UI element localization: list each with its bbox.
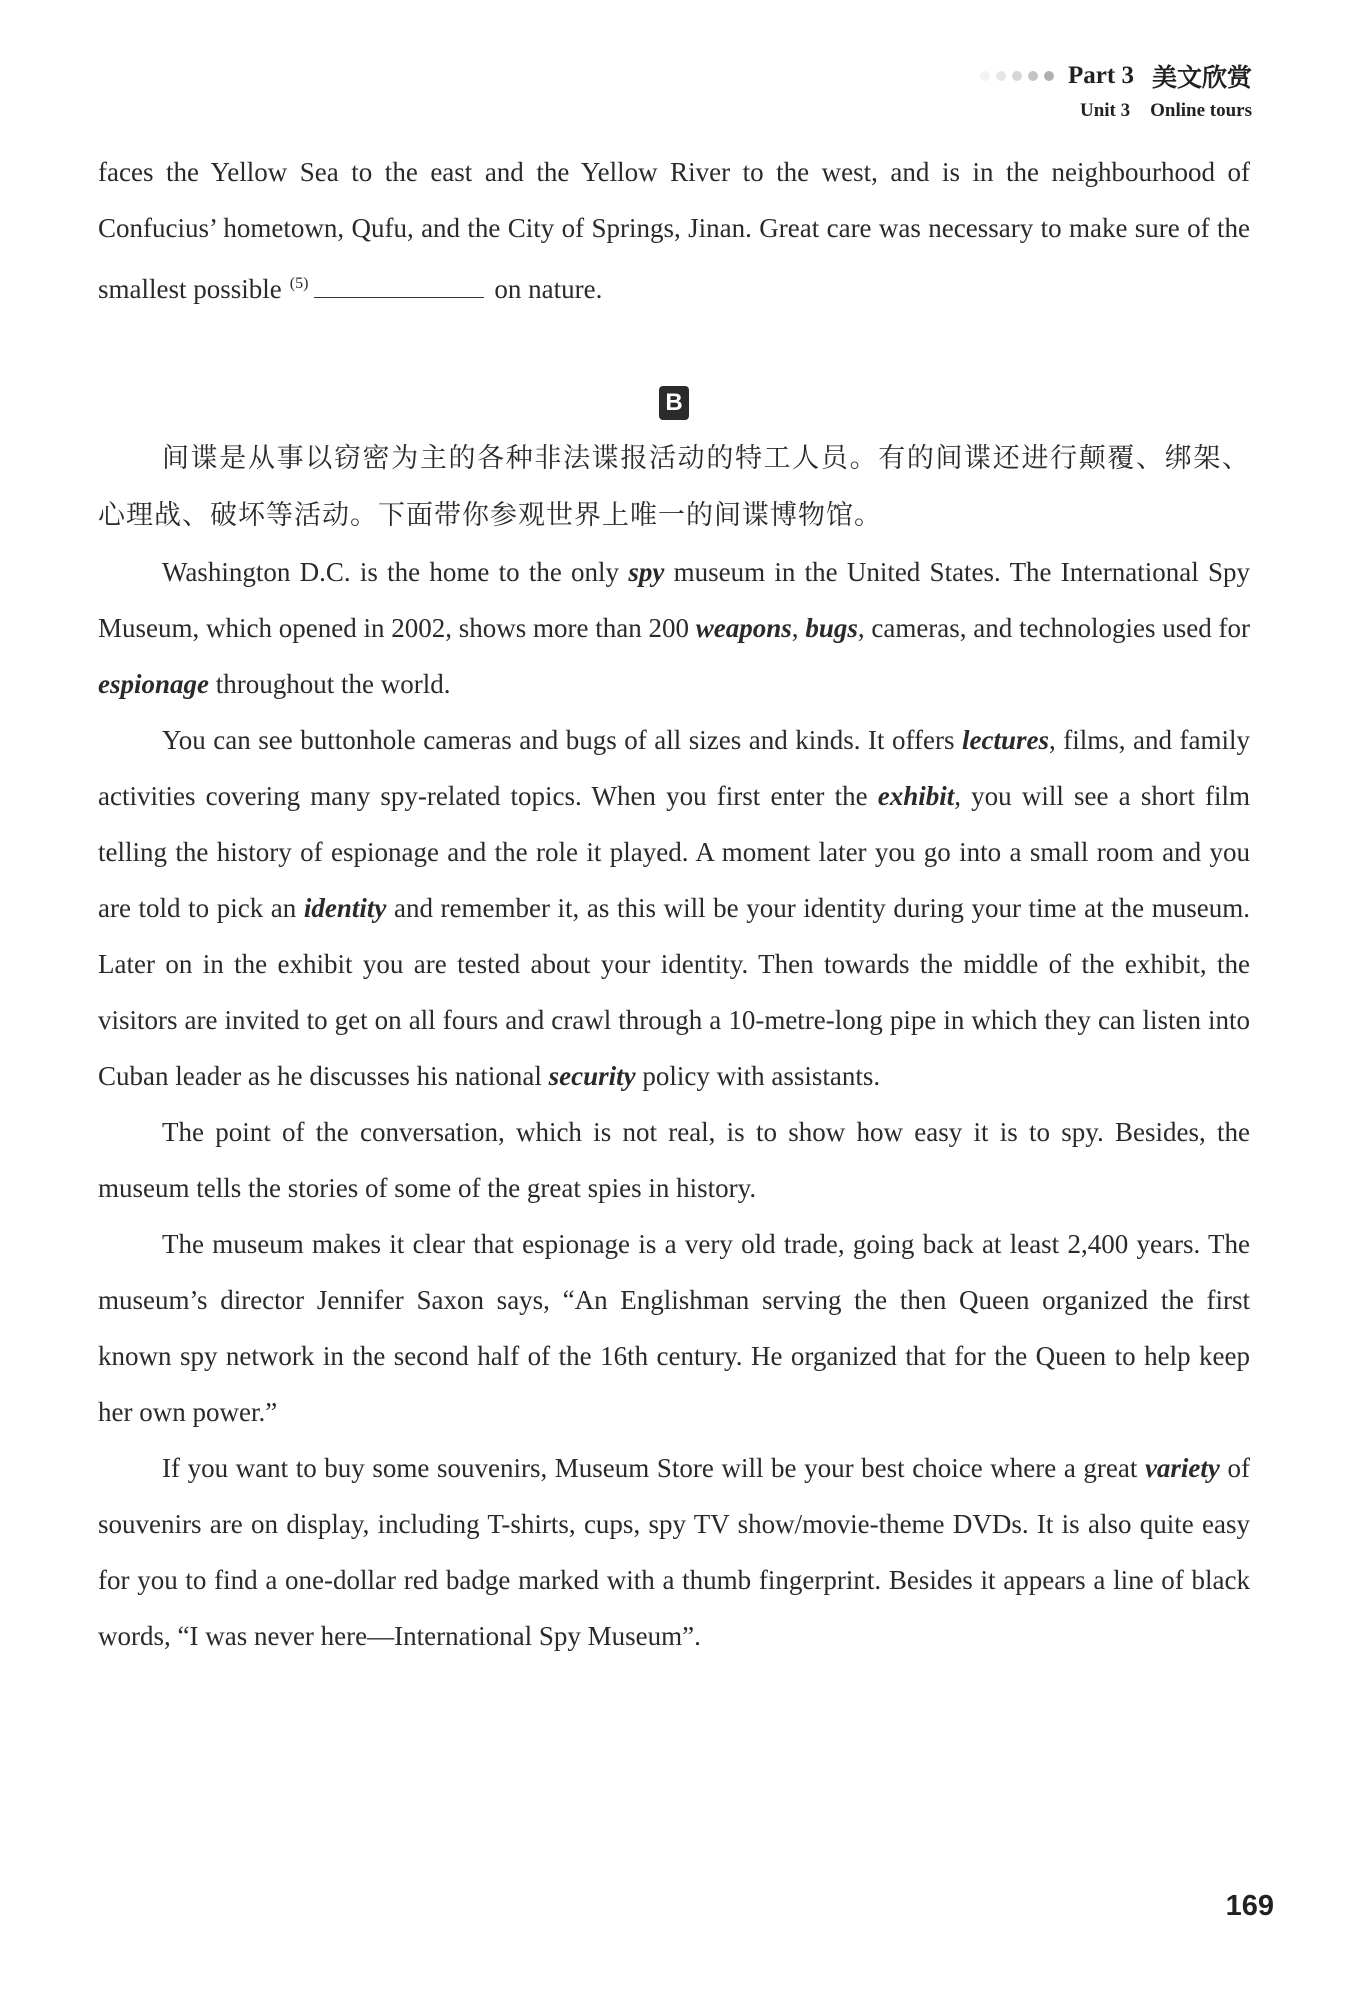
- dot-icon: [1044, 71, 1054, 81]
- keyword: variety: [1144, 1453, 1220, 1483]
- fill-in-blank: [314, 267, 484, 298]
- unit-label: Unit 3: [1079, 100, 1131, 121]
- article-paragraph: [98, 544, 1250, 712]
- running-header: [980, 58, 1252, 122]
- dot-icon: [1028, 71, 1038, 81]
- header-line-unit: [980, 100, 1252, 122]
- keyword: identity: [303, 893, 387, 923]
- keyword: security: [548, 1061, 636, 1091]
- article-paragraph: [98, 712, 1250, 1104]
- page-number: 169: [1225, 1890, 1274, 1922]
- keyword: weapons: [695, 613, 792, 643]
- decorative-dots-icon: [980, 71, 1054, 81]
- unit-title: Online tours: [1150, 100, 1252, 121]
- part-label: Part 3: [1068, 62, 1134, 89]
- dot-icon: [1012, 71, 1022, 81]
- text-run: Washington D.C. is the home to the only: [162, 557, 629, 587]
- text-run: You can see buttonhole cameras and bugs of all sizes and kinds. It offers: [162, 725, 962, 755]
- paragraph-text: faces the Yellow Sea to the east and the Yellow River to the west, and is in the neighbourhood of Confucius’ hometown, Qufu, and the City of Springs, Jinan. Great care was necessary to make sure of the smallest possible: [98, 157, 1250, 304]
- blank-number: (5): [289, 275, 309, 292]
- paragraph-text: on nature.: [494, 274, 603, 304]
- dot-icon: [980, 71, 990, 81]
- text-run: , you will see a short film telling the history of espionage and the role it played. A moment later you go into a small room and you are told to pick an: [98, 781, 1250, 923]
- text-run: ,: [791, 613, 806, 643]
- keyword: spy: [628, 557, 665, 587]
- text-run: and remember it, as this will be your identity during your time at the museum. Later on in the exhibit you are tested about your identity. Then towards the middle of the exhibit, the visitors are invited to get on all fours and crawl through a 10-metre-long pipe in which they can listen into Cuban leader as he discusses his national: [98, 893, 1250, 1091]
- article-body: [98, 544, 1250, 1664]
- keyword: espionage: [98, 669, 209, 699]
- chinese-intro: 间谍是从事以窃密为主的各种非法谍报活动的特工人员。有的间谍还进行颠覆、绑架、心理战、破坏等活动。下面带你参观世界上唯一的间谍博物馆。: [98, 443, 1250, 531]
- keyword: bugs: [805, 613, 858, 643]
- section-title-cn: 美文欣赏: [1151, 63, 1252, 92]
- article-paragraph: [98, 1440, 1250, 1664]
- article-paragraph: The point of the conversation, which is not real, is to show how easy it is to spy. Besides, the museum tells the stories of some of the great spies in history.: [98, 1117, 1250, 1203]
- text-run: , cameras, and technologies used for: [857, 613, 1250, 643]
- text-run: , films, and family activities covering many spy-related topics. When you first enter the: [98, 725, 1251, 811]
- text-run: If you want to buy some souvenirs, Museum Store will be your best choice where a great: [162, 1453, 1145, 1483]
- article-paragraph: The museum makes it clear that espionage is a very old trade, going back at least 2,400 years. The museum’s director Jennifer Saxon says, “An Englishman serving the then Queen organized the first known spy network in the second half of the 16th century. He organized that for the Queen to help keep her own power.”: [98, 1229, 1250, 1427]
- section-b-badge: B: [659, 386, 689, 420]
- text-run: policy with assistants.: [635, 1061, 881, 1091]
- header-line-part: [980, 58, 1252, 94]
- text-run: of souvenirs are on display, including T-shirts, cups, spy TV show/movie-theme DVDs. It is also quite easy for you to find a one-dollar red badge marked with a thumb fingerprint. Besides it appears a line of black words, “I was never here—International Spy Museum”.: [98, 1453, 1250, 1651]
- text-run: museum in the United States. The International Spy Museum, which opened in 2002, shows more than 200: [98, 557, 1251, 643]
- keyword: exhibit: [877, 781, 955, 811]
- continuation-paragraph: [98, 144, 1250, 317]
- dot-icon: [996, 71, 1006, 81]
- text-run: throughout the world.: [209, 669, 451, 699]
- keyword: lectures: [962, 725, 1049, 755]
